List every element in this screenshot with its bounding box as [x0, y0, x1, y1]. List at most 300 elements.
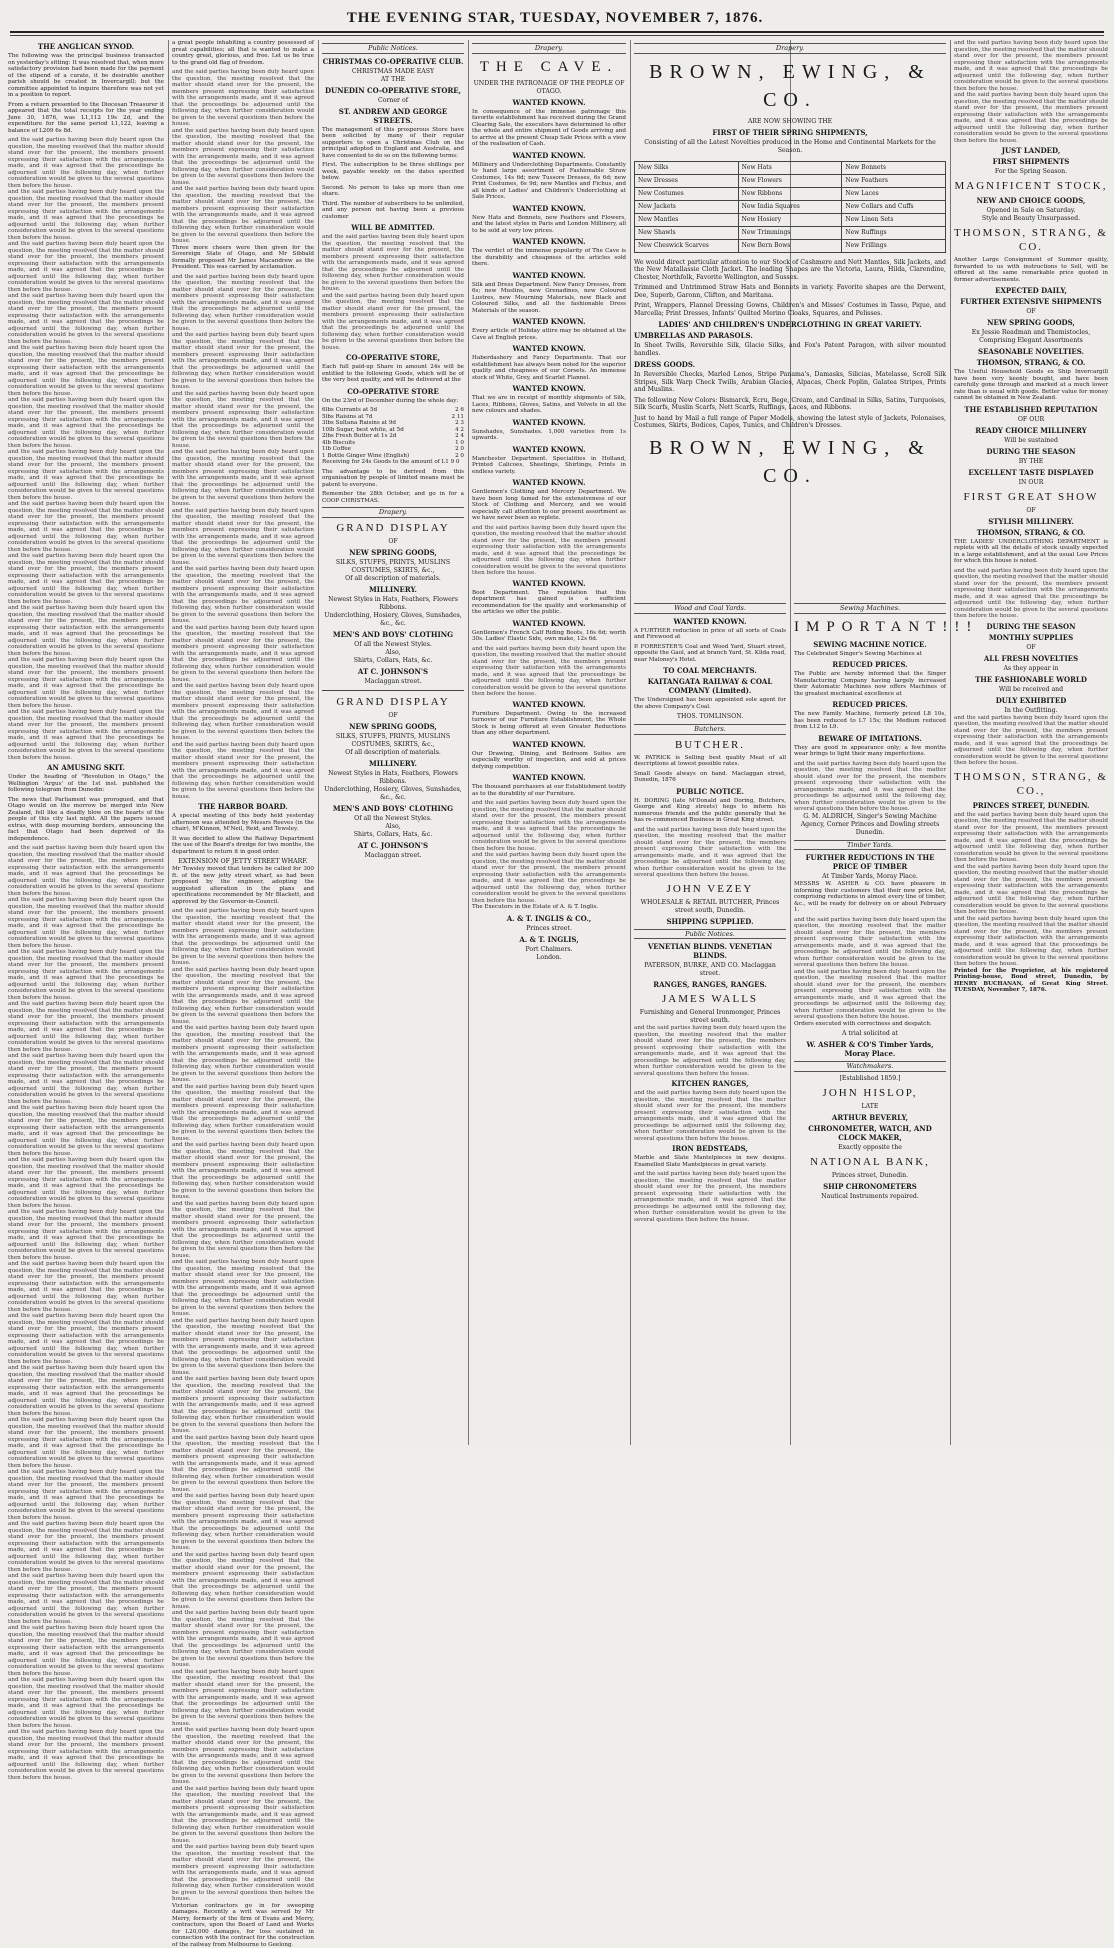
ad-paragraph: A FURTHER reduction in price of all sorts of Coals and Firewood at: [634, 628, 786, 641]
ad-line: AT THE: [322, 76, 464, 84]
section-label: Wood and Coal Yards.: [634, 603, 786, 614]
ad-line: Style and Beauty Unsurpassed.: [954, 215, 1108, 223]
ad-paragraph: THE LADIES' UNDERCLOTHING DEPARTMENT is replete with all the details of stock usually expected in a large establishment, and at the usual Low Prices for which this house is noted.: [954, 539, 1108, 565]
ad-paragraph: Furniture Department. Owing to the increased turnover of our Furniture Establishment, the Whole Stock is being offered at even Greater Reductions than any other department.: [472, 711, 626, 737]
ad-line: BY THE: [954, 458, 1108, 466]
ad-paragraph: and the said parties having been duly heard upon the question, the meeting resolved that the matter should stand over for the present, the members present expressing their satisfaction with the arrangements made, and it was agreed that the proceedings be adjourned until the following day, when further consideration would be given to the several questions then before the house.: [634, 1025, 786, 1077]
ad-line: EXPECTED DAILY,: [954, 286, 1108, 295]
article-paragraph: and the said parties having been duly heard upon the question, the meeting resolved that the matter should stand over for the present, the members present expressing their satisfaction with the arrangements made, and it was agreed that the proceedings be adjourned until the following day, when further consideration would be given to the several questions then before the house.: [8, 1417, 164, 1469]
ad-line: Underclothing, Hosiery, Gloves, Sunshades, &c., &c.: [322, 612, 464, 628]
ad-line: Princes street, Dunedin.: [794, 1172, 946, 1180]
ad-headline: BROWN, EWING, & CO.: [634, 434, 946, 490]
ad-line: IRON BEDSTEADS,: [634, 1144, 786, 1153]
ad-line: As they appear in: [954, 665, 1108, 673]
article-paragraph: and the said parties having been duly heard upon the question, the meeting resolved that the matter should stand over for the present, the members present expressing their satisfaction with the arrangements made, and it was agreed that the proceedings be adjourned until the following day, when further consideration would be given to the several questions then before the house.: [8, 1053, 164, 1105]
ad-line: WANTED KNOWN.: [472, 344, 626, 353]
ad-line: SEASONABLE NOVELTIES.: [954, 347, 1108, 356]
article-paragraph: and the said parties having been duly heard upon the question, the meeting resolved that the matter should stand over for the present, the members present expressing their satisfaction with the arrangements made, and it was agreed that the proceedings be adjourned until the following day, when further consideration would be given to the several questions then before the house.: [8, 709, 164, 761]
article-paragraph: Three more cheers were then given for the Sovereign State of Otago, and Mr Sibbald formally proposed Mr James Macandrew as the President. This was carried by acclamation.: [172, 245, 314, 271]
ad-paragraph: On the 23rd of December during the whole day:: [322, 398, 464, 405]
ad-divider: [322, 690, 464, 691]
ad-paragraph: Just to hand by Mail a full range of Paper Models, showing the latest style of Jackets, Polonaises, Costumes, Skirts, Bodices, Capes, Tunics, and Children's Dresses.: [634, 415, 946, 430]
ad-line: WANTED KNOWN.: [472, 204, 626, 213]
masthead-rule: [10, 31, 1104, 33]
ad-paragraph: We would direct particular attention to our Stock of Cashmere and Nett Mantles, Silk Jackets, and the New Matallassie Cloth Jacket. The leading Shapes are the Victoria, Laura, Hilda, Clarendine, Chester, Northfolk, Favorite Wellington, and Sussex.: [634, 259, 946, 282]
grid-cell: New Trimmings: [739, 227, 843, 240]
article-title: AN AMUSING SKIT.: [8, 763, 164, 772]
article-paragraph: and the said parties having been duly heard upon the question, the meeting resolved that the matter should stand over for the present, the members present expressing their satisfaction with the arrangements made, and it was agreed that the proceedings be adjourned until the following day, when further consideration would be given to the several questions then before the house.: [172, 625, 314, 684]
grid-cell: New Hats: [739, 162, 843, 175]
ad-line: NEW AND CHOICE GOODS,: [954, 196, 1108, 205]
ad-paragraph: and the said parties having been duly heard upon the question, the meeting resolved that the matter should stand over for the present, the members present expressing their satisfaction with the arrangements made, and it was agreed that the proceedings be adjourned until the following day, when further consideration would be given to the several questions then before the house.: [954, 92, 1108, 144]
ad-line: THOMSON, STRANG, & CO.: [954, 358, 1108, 367]
ad-line: Maclaggan street.: [322, 852, 464, 860]
price-value: 4 2: [455, 427, 464, 434]
ad-line: THE ESTABLISHED REPUTATION: [954, 405, 1108, 414]
ad-line: WANTED KNOWN.: [472, 98, 626, 107]
ad-line: WANTED KNOWN.: [472, 237, 626, 246]
ad-paragraph: and the said parties having been duly heard upon the question, the meeting resolved that the matter should stand over for the present, the members present expressing their satisfaction with the arrangements made, and it was agreed that the proceedings be adjourned until the following day, when further consideration would be given to the several questions then before the house.: [954, 715, 1108, 767]
article-paragraph: and the said parties having been duly heard upon the question, the meeting resolved that the matter should stand over for the present, the members present expressing their satisfaction with the arrangements made, and it was agreed that the proceedings be adjourned until the following day, when further consideration would be given to the several questions then before the house.: [172, 1786, 314, 1845]
ad-line: ALL FRESH NOVELTIES: [954, 654, 1108, 663]
grid-cell: New Hosiery: [739, 214, 843, 227]
article-paragraph: and the said parties having been duly heard upon the question, the meeting resolved that the matter should stand over for the present, the members present expressing their satisfaction with the arrangements made, and it was agreed that the proceedings be adjourned until the following day, when further consideration would be given to the several questions then before the house.: [8, 1573, 164, 1625]
column-rule: [950, 40, 951, 1445]
ad-headline: MAGNIFICENT STOCK,: [954, 179, 1108, 193]
ad-line: Of all the Newest Styles.: [322, 641, 464, 649]
ad-line: Underclothing, Hosiery, Gloves, Sunshades, &c., &c.: [322, 786, 464, 802]
ad-line: NEW SPRING GOODS,: [322, 548, 464, 557]
ad-line: WANTED KNOWN.: [472, 579, 626, 588]
ad-paragraph: The Undersigned has been appointed sole agent for the above Company's Coal.: [634, 697, 786, 710]
ad-paragraph: Receiving for 24s Goods to the amount of L1 9 0: [322, 459, 464, 466]
article-paragraph: and the said parties having been duly heard upon the question, the meeting resolved that the matter should stand over for the present, the members present expressing their satisfaction with the arrangements made, and it was agreed that the proceedings be adjourned until the following day, when further consideration would be given to the several questions then before the house.: [8, 1729, 164, 1781]
ad-line: CO-OPERATIVE STORE,: [322, 353, 464, 362]
ad-paragraph: Millinery and Underclothing Departments. Constantly to hand large assortment of Fashionable Straw Costumes, 14s 6d; new Tussore Dresses, 6s 6d; new Print Costumes, 6s 9d; new Mantles and Fichus, and all kinds of Ladies' and Children's Underclothing at Sale Prices.: [472, 162, 626, 201]
article-paragraph: and the said parties having been duly heard upon the question, the meeting resolved that the matter should stand over for the present, the members present expressing their satisfaction with the arrangements made, and it was agreed that the proceedings be adjourned until the following day, when further consideration would be given to the several questions then before the house.: [172, 683, 314, 742]
price-value: 2 6: [455, 407, 464, 414]
article-paragraph: and the said parties having been duly heard upon the question, the meeting resolved that the matter should stand over for the present, the members present expressing their satisfaction with the arrangements made, and it was agreed that the proceedings be adjourned until the following day, when further consideration would be given to the several questions then before the house.: [8, 1001, 164, 1053]
ad-paragraph: and the said parties having been duly heard upon the question, the meeting resolved that the matter should stand over for the present, the members present expressing their satisfaction with the arrangements made, and it was agreed that the proceedings be adjourned until the following day, when further consideration would be given to the several questions then before the house.: [472, 800, 626, 852]
ad-line: WANTED KNOWN.: [472, 740, 626, 749]
article-paragraph: and the said parties having been duly heard upon the question, the meeting resolved that the matter should stand over for the present, the members present expressing their satisfaction with the arrangements made, and it was agreed that the proceedings be adjourned until the following day, when further consideration would be given to the several questions then before the house.: [172, 508, 314, 567]
price-value: 2 0: [455, 446, 464, 453]
ad-line: A. & T. INGLIS & CO.,: [472, 914, 626, 923]
ad-paragraph: Sunshades, Sunshades. 1,000 varieties from 1s upwards.: [472, 429, 626, 442]
ad-line: Will be received and: [954, 686, 1108, 694]
ad-line: Also,: [322, 649, 464, 657]
ad-paragraph: Gentlemen's Clothing and Mercery Department. We have been long famed for the extensiveness of our Stock of Clothing and Mercery, and we would especially call attention to our present assortment as we have never been so replete.: [472, 489, 626, 522]
ad-paragraph: Small Goods always on hand. Maclaggan street, Dunedin, 1876: [634, 771, 786, 784]
ad-paragraph: Orders executed with correctness and despatch.: [794, 1021, 946, 1028]
grid-cell: New Costumes: [635, 188, 739, 201]
article-paragraph: A special meeting of this body held yesterday afternoon was attended by Messrs Reeves (in the chair), M'Kinnon, M'Neil, Reid, and Tewsley.: [172, 813, 314, 833]
ad-line: WANTED KNOWN.: [634, 617, 786, 626]
ad-line: THOMSON, STRANG, & CO.: [954, 528, 1108, 537]
ad-line: MONTHLY SUPPLIES: [954, 633, 1108, 642]
price-value: 2 0: [455, 453, 464, 460]
article-paragraph: and the said parties having been duly heard upon the question, the meeting resolved that the matter should stand over for the present, the members present expressing their satisfaction with the arrangements made, and it was agreed that the proceedings be adjourned until the following day, when further consideration would be given to the several questions then before the house.: [172, 1552, 314, 1611]
ad-line: PRINCES STREET, DUNEDIN.: [954, 801, 1108, 810]
ad-line: DUNEDIN CO-OPERATIVE STORE,: [322, 86, 464, 95]
article-paragraph: and the said parties having been duly heard upon the question, the meeting resolved that the matter should stand over for the present, the members present expressing their satisfaction with the arrangements made, and it was agreed that the proceedings be adjourned until the following day, when further consideration would be given to the several questions then before the house.: [8, 605, 164, 657]
ad-paragraph: The new Family Machine, formerly priced L8 10s, has been reduced to L7 15s; the Medium reduced from L12 to L9.: [794, 711, 946, 731]
price-item: 1 Bottle Ginger Wine (English): [322, 453, 409, 460]
article-paragraph: and the said parties having been duly heard upon the question, the meeting resolved that the matter should stand over for the present, the members present expressing their satisfaction with the arrangements made, and it was agreed that the proceedings be adjourned until the following day, when further consideration would be given to the several questions then before the house.: [8, 657, 164, 709]
article-paragraph: and the said parties having been duly heard upon the question, the meeting resolved that the matter should stand over for the present, the members present expressing their satisfaction with the arrangements made, and it was agreed that the proceedings be adjourned until the following day, when further consideration would be given to the several questions then before the house.: [172, 566, 314, 625]
grid-cell: New India Squares: [739, 201, 843, 214]
article-paragraph: and the said parties having been duly heard upon the question, the meeting resolved that the matter should stand over for the present, the members present expressing their satisfaction with the arrangements made, and it was agreed that the proceedings be adjourned until the following day, when further consideration would be given to the several questions then before the house.: [172, 274, 314, 333]
article-paragraph: and the said parties having been duly heard upon the question, the meeting resolved that the matter should stand over for the present, the members present expressing their satisfaction with the arrangements made, and it was agreed that the proceedings be adjourned until the following day, when further consideration would be given to the several questions then before the house.: [172, 1025, 314, 1084]
ad-paragraph: Each full paid-up Share in amount 24s will be entitled to the following Goods, which will be of the very best quality, and will be delivered at the: [322, 364, 464, 384]
ad-line: Of all description of materials.: [322, 749, 464, 757]
ad-headline: BUTCHER.: [634, 738, 786, 752]
article-paragraph: and the said parties having been duly heard upon the question, the meeting resolved that the matter should stand over for the present, the members present expressing their satisfaction with the arrangements made, and it was agreed that the proceedings be adjourned until the following day, when further consideration would be given to the several questions then before the house.: [8, 845, 164, 897]
ad-line: WHOLESALE & RETAIL BUTCHER, Princes street south, Dunedin.: [634, 899, 786, 915]
section-label: Timber Yards.: [794, 840, 946, 851]
ad-line: WANTED KNOWN.: [472, 384, 626, 393]
ad-paragraph: and the said parties having been duly heard upon the question, the meeting resolved that the matter should stand over for the present, the members present expressing their satisfaction with the arrangements made, and it was agreed that the proceedings be adjourned until the following day, when further consideration would be given to the several questions then before the house.: [472, 646, 626, 698]
column-rule: [168, 40, 169, 1445]
price-list: [322, 407, 464, 459]
ad-line: DULY EXHIBITED: [954, 696, 1108, 705]
ad-line: BEWARE OF IMITATIONS.: [794, 734, 946, 743]
ad-paragraph: The management of this prosperous Store have been solicited by many of their regular supporters to open a Christmas Club on the principal adopted in England and Australia, and have consented to do so on the following terms:: [322, 127, 464, 160]
article-title: THE HARBOR BOARD.: [172, 802, 314, 811]
ad-paragraph: Print, Wrappers, Flannel Dressing Gowns, Children's and Misses' Costumes in Tasso, Pique, and Marcella; Print Dresses, Infants' Quilted Merino Cloaks, Squares, and Pelisses.: [634, 302, 946, 317]
ad-paragraph: W. PATRICK is Selling best quality Meat of all descriptions at lowest possible rates.: [634, 755, 786, 768]
article-paragraph: and the said parties having been duly heard upon the question, the meeting resolved that the matter should stand over for the present, the members present expressing their satisfaction with the arrangements made, and it was agreed that the proceedings be adjourned until the following day, when further consideration would be given to the several questions then before the house.: [8, 1261, 164, 1313]
ad-paragraph: Silk and Dress Department. New Fancy Dresses, from 6s; new Muslins, new Grenadines, new Coloured Lustres, new Mourning Materials, new Black and Coloured Silks, and all the fashionable Dress Materials of the season.: [472, 282, 626, 315]
ad-paragraph: MESSRS W. ASHER & CO. have pleasure in informing their customers that their new price list, comprising reductions in almost every line of timber, &c., will be ready for delivery on or about February 1.: [794, 881, 946, 914]
price-value: 2 11: [452, 414, 464, 421]
article-paragraph: and the said parties having been duly heard upon the question, the meeting resolved that the matter should stand over for the present, the members present expressing their satisfaction with the arrangements made, and it was agreed that the proceedings be adjourned until the following day, when further consideration would be given to the several questions then before the house.: [8, 1105, 164, 1157]
column-7: [954, 40, 1108, 1445]
ad-line: MEN'S AND BOYS' CLOTHING: [322, 804, 464, 813]
article-paragraph: It was decided to allow the Railway Department the use of the Board's dredge for two months, the department to return it in good order.: [172, 836, 314, 856]
ad-line: FIRST SHIPMENTS: [954, 157, 1108, 166]
ad-line: WANTED KNOWN.: [472, 773, 626, 782]
ad-line: Newest Styles in Hats, Feathers, Flowers Ribbons.: [322, 596, 464, 612]
ad-headline: GRAND DISPLAY: [322, 521, 464, 535]
article-paragraph: and the said parties having been duly heard upon the question, the meeting resolved that the matter should stand over for the present, the members present expressing their satisfaction with the arrangements made, and it was agreed that the proceedings be adjourned until the following day, when further consideration would be given to the several questions then before the house.: [172, 449, 314, 508]
masthead-title: THE EVENING STAR, TUESDAY, NOVEMBER 7, 1876.: [230, 10, 880, 26]
article-paragraph: and the said parties having been duly heard upon the question, the meeting resolved that the matter should stand over for the present, the members present expressing their satisfaction with the arrangements made, and it was agreed that the proceedings be adjourned until the following day, when further consideration would be given to the several questions then before the house.: [172, 69, 314, 128]
ad-line: Also,: [322, 823, 464, 831]
grid-cell: New Dresses: [635, 175, 739, 188]
ad-title: CHRISTMAS CO-OPERATIVE CLUB.: [322, 57, 464, 66]
ad-paragraph: Another Large Consignment of Summer quality, forwarded to us with instructions to Sell, will be offered at the same remarkable price quoted in former advertisements.: [954, 257, 1108, 283]
article-paragraph: and the said parties having been duly heard upon the question, the meeting resolved that the matter should stand over for the present, the members present expressing their satisfaction with the arrangements made, and it was agreed that the proceedings be adjourned until the following day, when further consideration would be given to the several questions then before the house.: [172, 1844, 314, 1903]
grid-cell: New Jackets: [635, 201, 739, 214]
ad-line: OF: [954, 308, 1108, 316]
grid-cell: New Ruffings: [842, 227, 946, 240]
ad-headline: JAMES WALLS: [634, 992, 786, 1006]
article-paragraph: and the said parties having been duly heard upon the question, the meeting resolved that the matter should stand over for the present, the members present expressing their satisfaction with the arrangements made, and it was agreed that the proceedings be adjourned until the following day, when further consideration would be given to the several questions then before the house.: [8, 949, 164, 1001]
price-item: 10lb Sugar, best white, at 5d: [322, 427, 404, 434]
ad-line: W. ASHER & CO'S Timber Yards, Moray Place.: [794, 1040, 946, 1058]
price-item: 2lbs Fresh Butter at 1s 2d: [322, 433, 396, 440]
ad-line: RANGES, RANGES, RANGES.: [634, 980, 786, 989]
ad-line: Nautical Instruments repaired.: [794, 1193, 946, 1201]
article-subhead: EXTENSION OF JETTY STREET WHARF.: [172, 858, 314, 866]
ad-paragraph: Boot Department. The reputation that this department has gained is a sufficient recommendation for the quality and workmanship of the articles we offer the public.: [472, 590, 626, 616]
ad-line: Newest Styles in Hats, Feathers, Flowers Ribbons.: [322, 770, 464, 786]
ad-line: OF: [954, 507, 1108, 515]
ad-headline: THOMSON, STRANG, & CO.: [954, 226, 1108, 254]
ad-line: Princes street.: [472, 925, 626, 933]
ad-line: Maclaggan street.: [322, 678, 464, 686]
ad-line: Shirts, Collars, Hats, &c.: [322, 831, 464, 839]
ad-line: OF OUR: [954, 416, 1108, 424]
ad-line: REDUCED PRICES.: [794, 700, 946, 709]
ad-line: SHIPPING SUPPLIED.: [634, 917, 786, 926]
printer-imprint: Printed for the Proprietor, at his registered Printing-house, Bond street, Dunedin, by HENRY BUCHANAN, of Great King Street. TUESDAY, November 7, 1876.: [954, 968, 1108, 994]
grid-cell: New Feathers: [842, 175, 946, 188]
ad-headline: NATIONAL BANK,: [794, 1155, 946, 1169]
article-paragraph: From a return presented to the Diocesan Treasurer it appeared that the total receipts for the year ending June 30, 1876, was L1,112 19s 2d, and the expenditure for the same period L1,122, leaving a balance of L209 6s 8d.: [8, 102, 164, 135]
ad-line: LADIES' AND CHILDREN'S UNDERCLOTHING IN GREAT VARIETY.: [634, 320, 946, 329]
ad-paragraph: Second. No person to take up more than one share.: [322, 185, 464, 198]
ad-line: G. M. ALDRICH, Singer's Sewing Machine Agency, Corner Princes and Dowling streets Dunedin.: [794, 813, 946, 837]
ad-line: In the Outfitting.: [954, 707, 1108, 715]
price-item: 5lbs Raisins at 7d: [322, 414, 372, 421]
ad-line: MILLINERY.: [322, 759, 464, 768]
price-value: 1 0: [455, 440, 464, 447]
article-paragraph: and the said parties having been duly heard upon the question, the meeting resolved that the matter should stand over for the present, the members present expressing their satisfaction with the arrangements made, and it was agreed that the proceedings be adjourned until the following day, when further consideration would be given to the several questions then before the house.: [172, 742, 314, 801]
ad-line: KITCHEN RANGES,: [634, 1079, 786, 1088]
ad-paragraph: and the said parties having been duly heard upon the question, the meeting resolved that the matter should stand over for the present, the members present expressing their satisfaction with the arrangements made, and it was agreed that the proceedings be adjourned until the following day, when further consideration would be given to the several questions then before the house.: [954, 568, 1108, 620]
ad-line: MILLINERY.: [322, 585, 464, 594]
ad-line: TO COAL MERCHANTS.: [634, 666, 786, 675]
ad-paragraph: The Executors in the Estate of A. & T. Inglis.: [472, 904, 626, 911]
article-paragraph: and the said parties having been duly heard upon the question, the meeting resolved that the matter should stand over for the present, the members present expressing their satisfaction with the arrangements made, and it was agreed that the proceedings be adjourned until the following day, when further consideration would be given to the several questions then before the house.: [172, 1610, 314, 1669]
ad-headline: JOHN HISLOP,: [794, 1086, 946, 1100]
ad-line: LATE: [794, 1103, 946, 1111]
ad-paragraph: and the said parties having been duly heard upon the question, the meeting resolved that the matter should stand over for the present, the members present expressing their satisfaction with the arrangements made, and it was agreed that the proceedings be adjourned until the following day, when further consideration would be given to the several questions then before the house.: [322, 293, 464, 352]
ad-paragraph: and the said parties having been duly heard upon the question, the meeting resolved that the matter should stand over for the present, the members present expressing their satisfaction with the arrangements made, and it was agreed that the proceedings be adjourned until the following day, when further consideration would be given to the several questions then before the house.: [794, 761, 946, 813]
article-paragraph: and the said parties having been duly heard upon the question, the meeting resolved that the matter should stand over for the present, the members present expressing their satisfaction with the arrangements made, and it was agreed that the proceedings be adjourned until the following day, when further consideration would be given to the several questions then before the house.: [8, 1365, 164, 1417]
ad-paragraph: and the said parties having been duly heard upon the question, the meeting resolved that the matter should stand over for the present, the members present expressing their satisfaction with the arrangements made, and it was agreed that the proceedings be adjourned until the following day, when further consideration would be given to the several questions then before the house.: [472, 852, 626, 904]
ad-headline: THE CAVE.: [472, 58, 626, 76]
ad-line: UNDER THE PATRONAGE OF THE PEOPLE OF OTAGO.: [472, 80, 626, 96]
article-paragraph: The news that Parliament was prorogued, and that Otago would on the morrow be merged into New Zealand, fell like a deadly blow on the hearts of the people of this city last night. All the papers issued extras, with deep mourning borders, announcing the fact that Otago had been deprived of its independence.: [8, 797, 164, 843]
article-paragraph: Victorian contractors go in for sweeping damages. Recently a writ was served by Mr Merry, formerly of the firm of Evans and Merry, contractors, upon the Board of Land and Works for L20,000 damages, for loss sustained in connection with the contract for the construction of the railway from Melbourne to Geelong.: [172, 1903, 314, 1948]
ad-line: WANTED KNOWN.: [472, 151, 626, 160]
article-paragraph: and the said parties having been duly heard upon the question, the meeting resolved that the matter should stand over for the present, the members present expressing their satisfaction with the arrangements made, and it was agreed that the proceedings be adjourned until the following day, when further consideration would be given to the several questions then before the house.: [172, 332, 314, 391]
grid-cell: New Frillings: [842, 240, 946, 253]
grid-cell: New Cheswick Scarves: [635, 240, 739, 253]
section-label: Drapery.: [322, 507, 464, 518]
column-3: [322, 40, 464, 1445]
ad-paragraph: That we are in receipt of monthly shipments of Silk, Laces, Ribbons, Gloves, Satins, and Velvets in all the new colours and shades.: [472, 395, 626, 415]
ad-line: ARTHUR BEVERLY,: [794, 1113, 946, 1122]
goods-grid: [634, 161, 946, 253]
ad-line: NEW SPRING GOODS,: [322, 722, 464, 731]
article-paragraph: and the said parties having been duly heard upon the question, the meeting resolved that the matter should stand over for the present, the members present expressing their satisfaction with the arrangements made, and it was agreed that the proceedings be adjourned until the following day, when further consideration would be given to the several questions then before the house.: [172, 391, 314, 450]
ad-line: THOS. TOMLINSON.: [634, 713, 786, 721]
ad-line: [Established 1859.]: [794, 1075, 946, 1083]
ad-paragraph: First. The subscription to be three shillings per week, payable weekly on the dates specified below.: [322, 162, 464, 182]
article-paragraph: and the said parties having been duly heard upon the question, the meeting resolved that the matter should stand over for the present, the members present expressing their satisfaction with the arrangements made, and it was agreed that the proceedings be adjourned until the following day, when further consideration would be given to the several questions then before the house.: [172, 1376, 314, 1435]
ad-line: A trial solicited at: [794, 1030, 946, 1038]
ad-line: Will be sustained: [954, 437, 1108, 445]
masthead: [0, 0, 1114, 40]
article-paragraph: and the said parties having been duly heard upon the question, the meeting resolved that the matter should stand over for the present, the members present expressing their satisfaction with the arrangements made, and it was agreed that the proceedings be adjourned until the following day, when further consideration would be given to the several questions then before the house.: [172, 1259, 314, 1318]
article-paragraph: and the said parties having been duly heard upon the question, the meeting resolved that the matter should stand over for the present, the members present expressing their satisfaction with the arrangements made, and it was agreed that the proceedings be adjourned until the following day, when further consideration would be given to the several questions then before the house.: [8, 345, 164, 397]
ad-line: DURING THE SEASON: [954, 622, 1108, 631]
section-label: Sewing Machines.: [794, 603, 946, 614]
column-rule: [318, 40, 319, 1445]
ad-line: For the Spring Season.: [954, 168, 1108, 176]
ad-paragraph: and the said parties having been duly heard upon the question, the meeting resolved that the matter should stand over for the present, the members present expressing their satisfaction with the arrangements made, and it was agreed that the proceedings be adjourned until the following day, when further consideration would be given to the several questions then before the house.: [634, 827, 786, 879]
section-label: Butchers.: [634, 724, 786, 735]
ad-line: Ex Jessie Readman and Themistocles, Comprising Elegant Assortments: [954, 329, 1108, 345]
ad-paragraph: H. DORING (late M'Donald and Doring, Butchers, George and King streets) begs to inform his numerous friends and the public generally that he has re-commenced Business in Great King street.: [634, 798, 786, 824]
ad-line: VENETIAN BLINDS. VENETIAN BLINDS.: [634, 942, 786, 960]
column-2: [172, 40, 314, 1445]
section-label: Public Notices.: [322, 43, 464, 54]
ad-line: SILKS, STUFFS, PRINTS, MUSLINS COSTUMES, SKIRTS, &c.,: [322, 559, 464, 575]
ad-line: KAITANGATA RAILWAY & COAL COMPANY (Limited).: [634, 677, 786, 695]
ad-line: SILKS, STUFFS, PRINTS, MUSLINS COSTUMES, SKIRTS, &c.,: [322, 733, 464, 749]
article-paragraph: a great people inhabiting a country possessed of great capabilities; all that is wanted to make a country great, glorious, and free. Let us be true to the grand old flag of freedom.: [172, 40, 314, 66]
ad-line: STYLISH MILLINERY.: [954, 517, 1108, 526]
ad-paragraph: and the said parties having been duly heard upon the question, the meeting resolved that the matter should stand over for the present, the members present expressing their satisfaction with the arrangements made, and it was agreed that the proceedings be adjourned until the following day, when further consideration would be given to the several questions then before the house.: [794, 917, 946, 969]
ad-line: ARE NOW SHOWING THE: [634, 118, 946, 126]
brown-ewing-ad: [634, 40, 946, 600]
article-paragraph: Under the heading of "Revolution in Otago," the Wellington 'Argus' of the 1st inst. published the following telegram from Dunedin:: [8, 774, 164, 794]
article-paragraph: and the said parties having been duly heard upon the question, the meeting resolved that the matter should stand over for the present, the members present expressing their satisfaction with the arrangements made, and it was agreed that the proceedings be adjourned until the following day, when further consideration would be given to the several questions then before the house.: [172, 1142, 314, 1201]
article-paragraph: and the said parties having been duly heard upon the question, the meeting resolved that the matter should stand over for the present, the members present expressing their satisfaction with the arrangements made, and it was agreed that the proceedings be adjourned until the following day, when further consideration would be given to the several questions then before the house.: [8, 553, 164, 605]
ad-line: WILL BE ADMITTED.: [322, 223, 464, 232]
ad-paragraph: Our Drawing, Dining, and Bedroom Suites are especially worthy of inspection, and sold at prices defying competition.: [472, 751, 626, 771]
grid-cell: New Laces: [842, 188, 946, 201]
ad-paragraph: The advantage to be derived from this organisation by people of limited means must be patent to everyone.: [322, 469, 464, 489]
article-paragraph: and the said parties having been duly heard upon the question, the meeting resolved that the matter should stand over for the present, the members present expressing their satisfaction with the arrangements made, and it was agreed that the proceedings be adjourned until the following day, when further consideration would be given to the several questions then before the house.: [8, 189, 164, 241]
ad-line: OF: [954, 644, 1108, 652]
ad-line: AT C. JOHNSON'S: [322, 841, 464, 850]
ad-line: DURING THE SEASON: [954, 447, 1108, 456]
grid-cell: New Bern Bows: [739, 240, 843, 253]
article-paragraph: Mr Tewsley moved that tenders be called for 300 ft. of the new jetty street wharf, as had been proposed by the engineer, adopting the suggested alteration in the plans and specifications recommended by Mr Blackett, and approved by the Governor-in-Council.: [172, 866, 314, 905]
ad-line: Exactly opposite the: [794, 1144, 946, 1152]
ad-paragraph: The Useful Household Goods ex Ship Invercargill have been very keenly bought, and have been carefully gone through and marked at a much lower rate than is usual with goods. Better value for money cannot be obtained in New Zealand.: [954, 369, 1108, 402]
grid-cell: New Silks: [635, 162, 739, 175]
ad-paragraph: The verdict of the immense popularity of The Cave is the durability and cheapness of the articles sold there.: [472, 248, 626, 268]
ad-paragraph: and the said parties having been duly heard upon the question, the meeting resolved that the matter should stand over for the present, the members present expressing their satisfaction with the arrangements made, and it was agreed that the proceedings be adjourned until the following day, when further consideration would be given to the several questions then before the house.: [794, 969, 946, 1021]
ad-headline: IMPORTANT!!!: [794, 618, 946, 636]
column-6-lower: [794, 600, 946, 1445]
ad-line: Consisting of all the Latest Novelties produced in the Home and Continental Markets for the Season.: [634, 139, 946, 155]
article-paragraph: and the said parties having been duly heard upon the question, the meeting resolved that the matter should stand over for the present, the members present expressing their satisfaction with the arrangements made, and it was agreed that the proceedings be adjourned until the following day, when further consideration would be given to the several questions then before the house.: [8, 449, 164, 501]
ad-line: UMBRELLAS AND PARASOLS.: [634, 331, 946, 340]
grid-cell: New Ribbons: [739, 188, 843, 201]
grid-cell: New Mantles: [635, 214, 739, 227]
ad-paragraph: Manchester Department. Specialities in Holland, Printed Calicoes, Sheetings, Shirtings, Prints in endless variety.: [472, 456, 626, 476]
column-4: [472, 40, 626, 1445]
article-paragraph: and the said parties having been duly heard upon the question, the meeting resolved that the matter should stand over for the present, the members present expressing their satisfaction with the arrangements made, and it was agreed that the proceedings be adjourned until the following day, when further consideration would be given to the several questions then before the house.: [172, 1435, 314, 1494]
article-paragraph: and the said parties having been duly heard upon the question, the meeting resolved that the matter should stand over for the present, the members present expressing their satisfaction with the arrangements made, and it was agreed that the proceedings be adjourned until the following day, when further consideration would be given to the several questions then before the house.: [8, 1209, 164, 1261]
article-paragraph: and the said parties having been duly heard upon the question, the meeting resolved that the matter should stand over for the present, the members present expressing their satisfaction with the arrangements made, and it was agreed that the proceedings be adjourned until the following day, when further consideration would be given to the several questions then before the house.: [172, 1318, 314, 1377]
ad-line: Of all description of materials.: [322, 575, 464, 583]
ad-paragraph: They are good in appearance only; a few months wear brings to light their many imperfections.: [794, 745, 946, 758]
ad-paragraph: The thousand purchasers at our Establishment testify as to the durability of our Furniture.: [472, 784, 626, 797]
ad-line: FURTHER EXTENSIVE SHIPMENTS: [954, 297, 1108, 306]
ad-line: OF: [322, 538, 464, 546]
ad-paragraph: P. FORRESTER'S Coal and Wood Yard, Stuart street, opposite the Gaol, and at branch Yard, St. Kilda road, near Maloney's Hotel.: [634, 644, 786, 664]
price-item: 6lbs Currants at 5d: [322, 407, 377, 414]
ad-line: SEWING MACHINE NOTICE.: [794, 640, 946, 649]
ad-paragraph: and the said parties having been duly heard upon the question, the meeting resolved that the matter should stand over for the present, the members present expressing their satisfaction with the arrangements made, and it was agreed that the proceedings be adjourned until the following day, when further consideration would be given to the several questions then before the house.: [322, 234, 464, 293]
ad-line: OF: [322, 712, 464, 720]
ad-paragraph: Marble and Slate Mantelpieces in new designs. Enamelled Slate Mantelpieces in great variety.: [634, 1155, 786, 1168]
ad-line: Corner of: [322, 97, 464, 105]
section-label: Public Notices.: [634, 929, 786, 940]
price-item: 3lbs Sultana Raisins at 9d: [322, 420, 396, 427]
ad-line: Furnishing and General Ironmonger, Princes street south.: [634, 1009, 786, 1025]
ad-line: PATERSON, BURKE, AND CO. Maclaggan street.: [634, 962, 786, 978]
article-paragraph: and the said parties having been duly heard upon the question, the meeting resolved that the matter should stand over for the present, the members present expressing their satisfaction with the arrangements made, and it was agreed that the proceedings be adjourned until the following day, when further consideration would be given to the several questions then before the house.: [172, 908, 314, 967]
ad-line: WANTED KNOWN.: [472, 619, 626, 628]
section-label: Drapery.: [634, 43, 946, 54]
ad-line: WANTED KNOWN.: [472, 418, 626, 427]
article-paragraph: and the said parties having been duly heard upon the question, the meeting resolved that the matter should stand over for the present, the members present expressing their satisfaction with the arrangements made, and it was agreed that the proceedings be adjourned until the following day, when further consideration would be given to the several questions then before the house.: [172, 1201, 314, 1260]
article-paragraph: and the said parties having been duly heard upon the question, the meeting resolved that the matter should stand over for the present, the members present expressing their satisfaction with the arrangements made, and it was agreed that the proceedings be adjourned until the following day, when further consideration would be given to the several questions then before the house.: [172, 967, 314, 1026]
article-paragraph: and the said parties having been duly heard upon the question, the meeting resolved that the matter should stand over for the present, the members present expressing their satisfaction with the arrangements made, and it was agreed that the proceedings be adjourned until the following day, when further consideration would be given to the several questions then before the house.: [8, 897, 164, 949]
ad-paragraph: Remember the 28th October, and go in for a COOP CHRISTMAS.: [322, 491, 464, 504]
ad-headline: GRAND DISPLAY: [322, 695, 464, 709]
column-5-lower: [634, 600, 786, 1445]
ad-paragraph: Trimmed and Untrimmed Straw Hats and Bonnets in variety. Favorite shapes are the Derwent, Dee, Superb, Garonn, Clifton, and Maritana.: [634, 284, 946, 299]
ad-headline: BROWN, EWING, & CO.: [634, 58, 946, 114]
ad-line: A. & T. INGLIS,: [472, 935, 626, 944]
grid-cell: New Collars and Cuffs: [842, 201, 946, 214]
ad-line: WANTED KNOWN.: [472, 317, 626, 326]
article-paragraph: and the said parties having been duly heard upon the question, the meeting resolved that the matter should stand over for the present, the members present expressing their satisfaction with the arrangements made, and it was agreed that the proceedings be adjourned until the following day, when further consideration would be given to the several questions then before the house.: [172, 1084, 314, 1143]
ad-line: At Timber Yards, Moray Place.: [794, 873, 946, 881]
ad-line: FIRST OF THEIR SPRING SHIPMENTS,: [634, 128, 946, 137]
ad-paragraph: and the said parties having been duly heard upon the question, the meeting resolved that the matter should stand over for the present, the members present expressing their satisfaction with the arrangements made, and it was agreed that the proceedings be adjourned until the following day, when further consideration would be given to the several questions then before the house.: [472, 525, 626, 577]
masthead-rule-thin: [10, 35, 1104, 36]
article-paragraph: and the said parties having been duly heard upon the question, the meeting resolved that the matter should stand over for the present, the members present expressing their satisfaction with the arrangements made, and it was agreed that the proceedings be adjourned until the following day, when further consideration would be given to the several questions then before the house.: [172, 128, 314, 187]
ad-line: WANTED KNOWN.: [472, 445, 626, 454]
article-paragraph: and the said parties having been duly heard upon the question, the meeting resolved that the matter should stand over for the present, the members present expressing their satisfaction with the arrangements made, and it was agreed that the proceedings be adjourned until the following day, when further consideration would be given to the several questions then before the house.: [8, 397, 164, 449]
article-paragraph: and the said parties having been duly heard upon the question, the meeting resolved that the matter should stand over for the present, the members present expressing their satisfaction with the arrangements made, and it was agreed that the proceedings be adjourned until the following day, when further consideration would be given to the several questions then before the house.: [172, 186, 314, 245]
ad-paragraph: and the said parties having been duly heard upon the question, the meeting resolved that the matter should stand over for the present, the members present expressing their satisfaction with the arrangements made, and it was agreed that the proceedings be adjourned until the following day, when further consideration would be given to the several questions then before the house.: [954, 40, 1108, 92]
ad-headline: FIRST GREAT SHOW: [954, 490, 1108, 504]
ad-paragraph: The Celebrated Singer's Sewing Machines at: [794, 651, 946, 658]
article-paragraph: and the said parties having been duly heard upon the question, the meeting resolved that the matter should stand over for the present, the members present expressing their satisfaction with the arrangements made, and it was agreed that the proceedings be adjourned until the following day, when further consideration would be given to the several questions then before the house.: [172, 1493, 314, 1552]
ad-line: REDUCED PRICES.: [794, 660, 946, 669]
ad-line: IN OUR: [954, 479, 1108, 487]
grid-cell: New Shawls: [635, 227, 739, 240]
ad-paragraph: and the said parties having been duly heard upon the question, the meeting resolved that the matter should stand over for the present, the members present expressing their satisfaction with the arrangements made, and it was agreed that the proceedings be adjourned until the following day, when further consideration would be given to the several questions then before the house.: [634, 1090, 786, 1142]
ad-line: CHRISTMAS MADE EASY: [322, 68, 464, 76]
ad-line: CO-OPERATIVE STORE: [322, 387, 464, 396]
article-paragraph: and the said parties having been duly heard upon the question, the meeting resolved that the matter should stand over for the present, the members present expressing their satisfaction with the arrangements made, and it was agreed that the proceedings be adjourned until the following day, when further consideration would be given to the several questions then before the house.: [8, 293, 164, 345]
ad-paragraph: In consequence of the immense patronage this favorite establishment has received during the Grand Clearing Sale, the executors have determined to offer the whole and entire shipment of Goods arriving and to arrive at the present Cheap Sale Prices with a view of the realisation of Cash.: [472, 109, 626, 148]
grid-cell: New Flowers: [739, 175, 843, 188]
ad-paragraph: Every article of Holiday attire may be obtained at the Cave at English prices.: [472, 328, 626, 341]
ad-headline: JOHN VEZEY: [634, 882, 786, 896]
price-value: 2 3: [455, 420, 464, 427]
ad-line: Shirts, Collars, Hats, &c.: [322, 657, 464, 665]
ad-paragraph: New Hats and Bonnets, new Feathers and Flowers, and the latest styles in Paris and London Millinery, all to be sold at very low prices.: [472, 215, 626, 235]
price-item: 1lb Coffee: [322, 446, 351, 453]
ad-line: Opened in Sale on Saturday.: [954, 207, 1108, 215]
ad-line: CHRONOMETER, WATCH, AND CLOCK MAKER,: [794, 1124, 946, 1142]
